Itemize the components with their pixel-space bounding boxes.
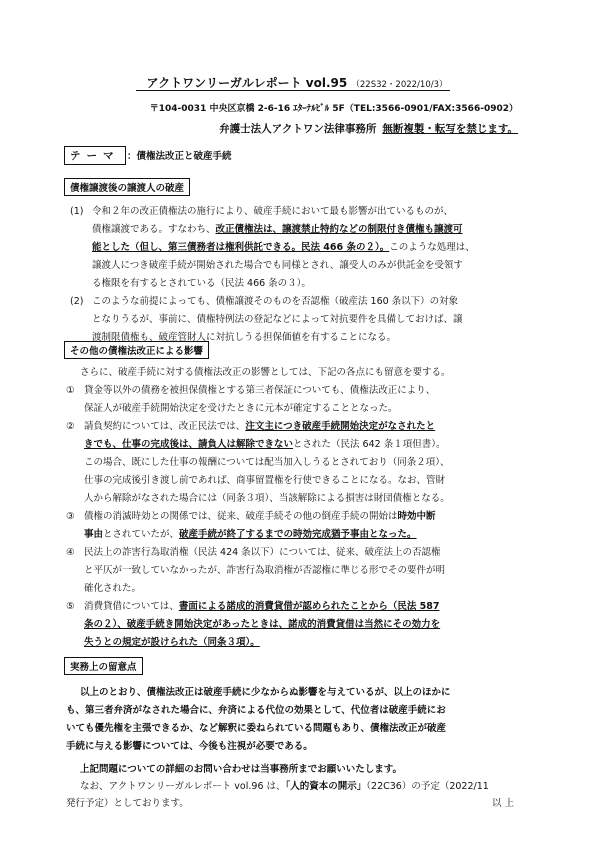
text-line: と平仄が一致していなかったが、詐害行為取消権が否認権に準じる形でその要件が明	[84, 565, 446, 576]
emphasis-segment: 書面による諾成的消費貸借が認められたことから（民法 587	[178, 601, 440, 612]
paragraph-practice	[66, 684, 532, 756]
text-line: 貸金等以外の債務を被担保債権とする第三者保証についても、債権法改正により、	[84, 385, 436, 396]
section-heading-assignment: 債権譲渡後の譲渡人の破産	[64, 178, 190, 196]
report-title-text: アクトワンリーガルレポート vol.95	[146, 76, 348, 90]
text-line: となりうるが、事前に、債権特例法の登記などによって対抗要件を具備しておけば、譲	[92, 314, 463, 325]
report-code: （22S32・2022/10/3）	[351, 80, 448, 90]
item-number: ③	[66, 511, 75, 522]
firm-address: 〒104-0031 中央区京橋 2-6-16 ｴﾀｰﾅﾙﾋﾞﾙ 5F（TEL:3566-0901/FAX:3566-0902）	[149, 104, 518, 114]
theme-title: 債権法改正と破産手続	[136, 151, 232, 162]
section-heading-practice: 実務上の留意点	[64, 657, 143, 675]
item-number: ①	[66, 385, 75, 396]
text-segment: このような処理は、	[389, 242, 475, 253]
text-line	[84, 508, 534, 526]
theme-colon: ：	[127, 151, 137, 162]
firm-name: 弁護士法人アクトワン法律事務所	[219, 123, 377, 135]
report-title	[0, 74, 594, 91]
text-line: 人から解除がなされた場合には（同条３項）、当該解除による損害は財団債権となる。	[84, 493, 450, 504]
text-segment: 消費貸借については、	[84, 601, 179, 612]
text-line	[80, 778, 532, 795]
end-mark: 以 上	[491, 798, 514, 809]
section-heading-other-effects: その他の債権法改正による影響	[64, 341, 209, 359]
paragraph-assignment-2	[92, 293, 532, 347]
text-line: いても優先権を主張できるか、など解釈に委ねられている問題もあり、債権法改正が破産	[66, 723, 447, 734]
section2-intro	[80, 364, 530, 382]
text-segment: なお、アクトワンリーガルレポート vol.96 は、	[80, 781, 286, 792]
text-line: る権限を有するとされている（民法 466 条の３）。	[92, 278, 311, 289]
text-line: 民法上の詐害行為取消権（民法 424 条以下）については、従来、破産法上の否認権	[84, 547, 441, 558]
text-line: 確化された。	[84, 583, 142, 594]
paragraph-loan	[84, 598, 534, 652]
text-segment: （22C36）の予定（2022/11	[366, 781, 489, 792]
text-segment: 債権譲渡である。すなわち、	[92, 224, 216, 235]
bold-segment: 時効中断	[397, 511, 436, 522]
text-line: も、第三者弁済がなされた場合に、弁済による代位の効果として、代位者は破産手続にお	[66, 705, 446, 716]
emphasis-segment: 能とした（但し、第三債務者は権利供託できる。民法 466 条の２）。	[92, 242, 390, 253]
item-number: ⑤	[66, 601, 75, 612]
text-line	[84, 526, 534, 544]
footer-note	[66, 761, 532, 812]
text-segment: とされていたが、	[103, 529, 180, 540]
paragraph-guarantee	[84, 382, 534, 418]
text-line: 仕事の完成後引き渡し前であれば、商事留置権を行使できることになる。なお、管財	[84, 475, 446, 486]
text-segment: 請負契約については、改正民法では、	[84, 421, 246, 432]
text-segment: 債権の消滅時効との関係では、従来、破産手続その他の倒産手続の開始は	[84, 511, 398, 522]
text-line	[84, 598, 534, 616]
text-line: このような前提によっても、債権譲渡そのものを否認権（破産法 160 条以下）の対象	[92, 296, 459, 307]
text-line: 手続に与える影響については、今後も注視が必要である。	[66, 741, 313, 752]
text-line: 上記問題についての詳細のお問い合わせは当事務所までお願いいたします。	[80, 764, 403, 775]
item-number: (2)	[70, 296, 84, 307]
text-line	[84, 436, 534, 454]
text-line	[84, 418, 534, 436]
text-line: 令和２年の改正債権法の施行により、破産手続において最も影響が出ているものが、	[92, 206, 454, 217]
text-line	[92, 239, 532, 257]
emphasis-segment: 破産手続が終了するまでの時効完成猶予事由となった。	[179, 529, 417, 540]
text-line: 保証人が破産手続開始決定を受けたときに元本が確定することとなった。	[84, 403, 398, 414]
emphasis-segment: 改正債権法は、譲渡禁止特約などの制限付き債権も譲渡可	[215, 224, 463, 235]
emphasis-segment: 注文主につき破産手続開始決定がなされたと	[245, 421, 436, 432]
text-line: 発行予定）としております。	[66, 798, 189, 809]
text-line: この場合、既にした仕事の報酬については配当加入しうるとされており（同条２項）、	[84, 457, 450, 468]
item-number: ②	[66, 421, 75, 432]
text-line	[92, 221, 532, 239]
title-underline	[136, 90, 450, 91]
bold-segment: 事由	[84, 529, 104, 540]
item-number: (1)	[70, 206, 84, 217]
item-number: ④	[66, 547, 75, 558]
emphasis-segment: きでも、仕事の完成後は、請負人は解除できない	[84, 439, 294, 450]
text-line: 譲渡人につき破産手続が開始された場合でも同様とされ、譲受人のみが供託金を受領す	[92, 260, 463, 271]
theme-label: テーマ	[64, 146, 126, 165]
text-line: 条の２）、破産手続き開始決定があったときは、諾成的消費貸借は当然にその効力を	[84, 619, 441, 630]
theme-text	[127, 148, 232, 162]
text-segment: とされた（民法 642 条１項但書）。	[293, 439, 446, 450]
firm-line	[219, 121, 518, 136]
text-line: 以上のとおり、債権法改正は破産手続に少なからぬ影響を与えているが、以上のほかに	[80, 687, 451, 698]
paragraph-prescription	[84, 508, 534, 544]
text-line: 失うとの規定が設けられた（同条３項）。	[84, 637, 260, 648]
paragraph-assignment-1	[92, 203, 532, 293]
bold-segment: 「人的資本の開示」	[285, 781, 367, 792]
text-line: さらに、破産手続に対する債権法改正の影響としては、下記の各点にも留意を要する。	[80, 367, 451, 378]
paragraph-contract	[84, 418, 534, 508]
paragraph-fraudulent-act	[84, 544, 534, 598]
text-line: 渡制限債権も、破産管財人に対抗しうる担保価値を有することになる。	[92, 332, 397, 343]
copyright-notice: 無断複製・転写を禁じます。	[382, 123, 518, 135]
